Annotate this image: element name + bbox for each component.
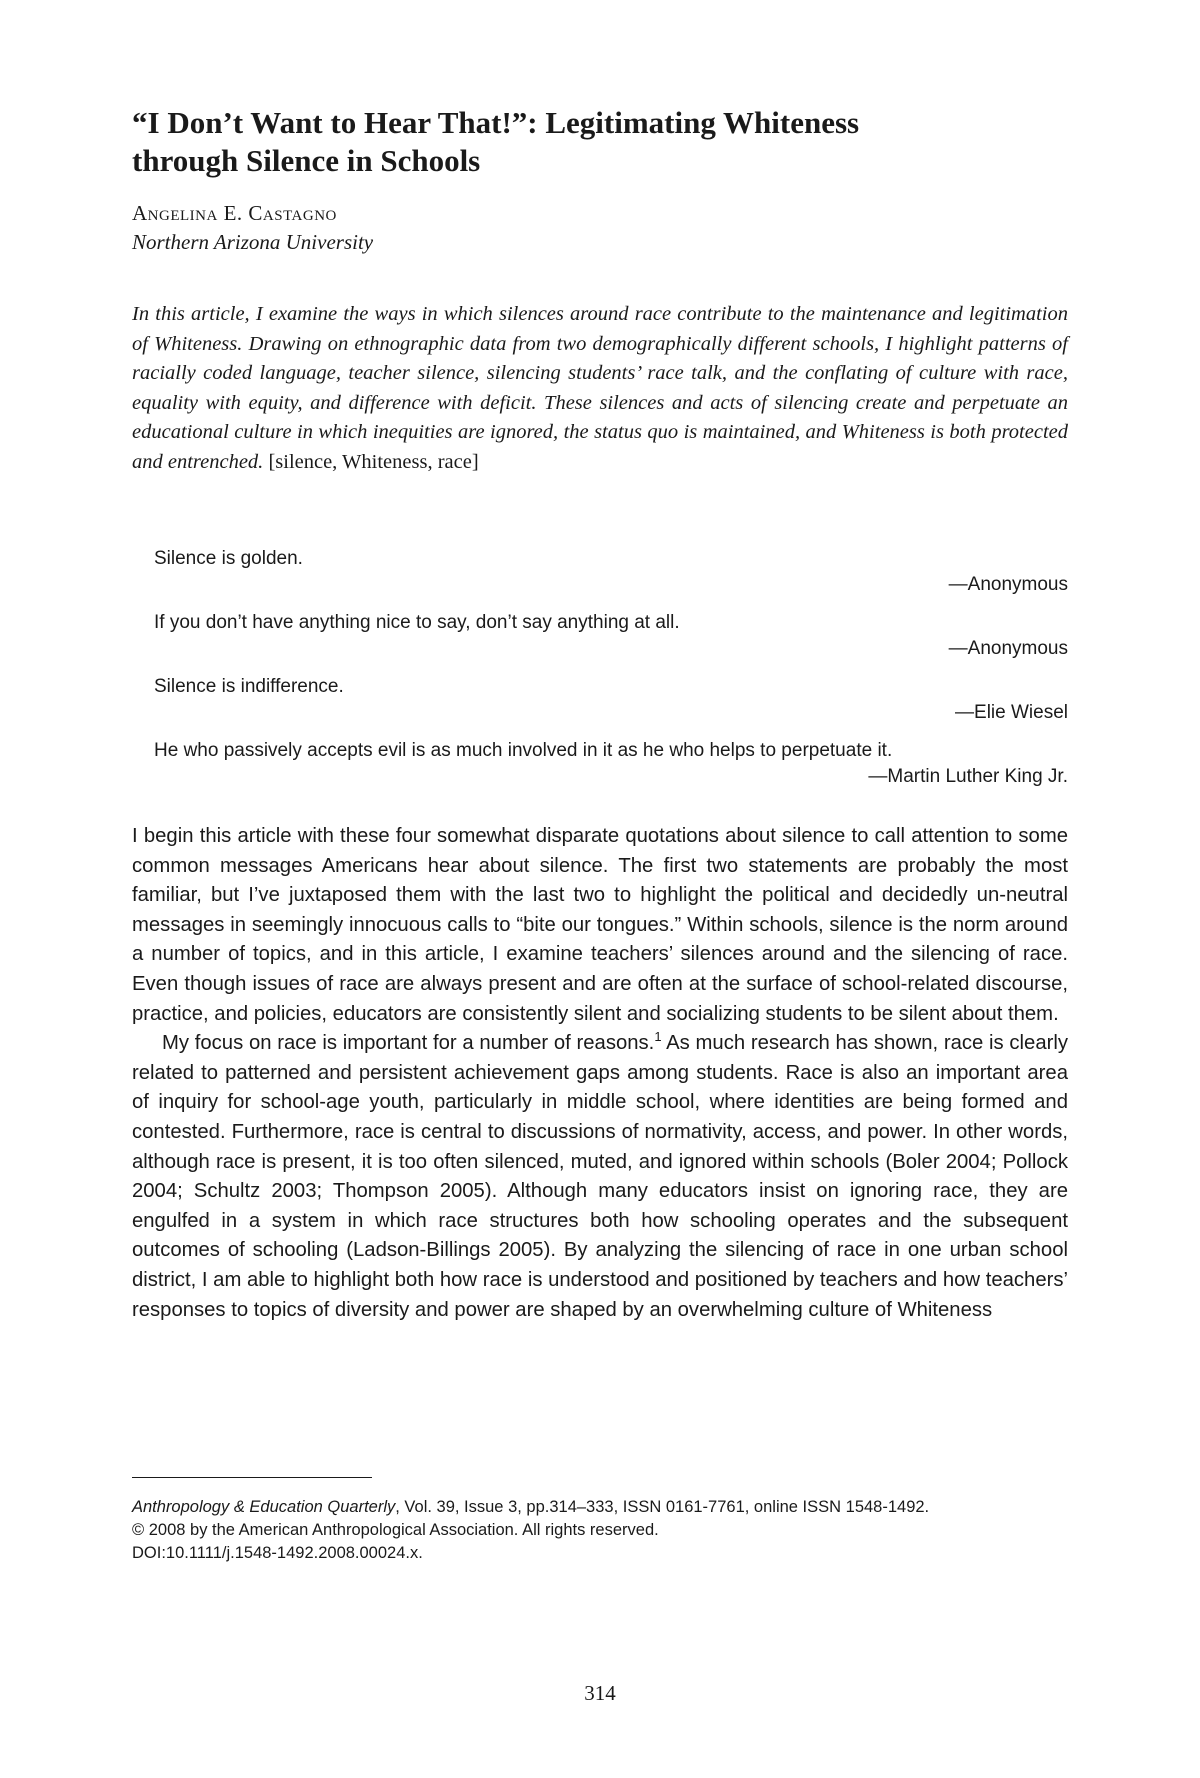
abstract-text: In this article, I examine the ways in which silences around race contribute to the maintenance and legitimation of Whiteness. Drawing on ethnographic data from two demographically different schools, I highlight patterns of racially coded language, teacher silence, silencing students’ race talk, and the conflating of culture with race, equality with equity, and difference with deficit. These silences and acts of silencing create and perpetuate an educational culture in which inequities are ignored, the status quo is maintained, and Whiteness is both protected and entrenched. (132, 303, 1068, 473)
footnote-reference[interactable]: 1 (654, 1029, 662, 1045)
article-title (132, 104, 1068, 180)
body-paragraph-1: I begin this article with these four somewhat disparate quotations about silence to call attention to some common messages Americans hear about silence. The first two statements are probably the most familiar, but I’ve juxtaposed them with the last two to highlight the political and decidedly un-neutral messages in seemingly innocuous calls to “bite our tongues.” Within schools, silence is the norm around a number of topics, and in this article, I examine teachers’ silences around and the silencing of race. Even though issues of race are always present and are often at the surface of school-related discourse, practice, and policies, educators are consistently silent and socializing students to be silent about them. (132, 825, 1068, 1025)
epigraph (154, 674, 1068, 726)
footnote-divider (132, 1477, 372, 1478)
article-title-line-2: through Silence in Schools (132, 143, 481, 178)
copyright-line: © 2008 by the American Anthropological Association. All rights reserved. (132, 1521, 659, 1539)
body-text (132, 822, 1068, 1325)
epigraph-quote: He who passively accepts evil is as much involved in it as he who helps to perpetuate it. (154, 740, 893, 761)
journal-name: Anthropology & Education Quarterly (132, 1498, 396, 1516)
epigraphs (154, 546, 1068, 790)
citation-line (132, 1496, 1068, 1519)
body-paragraph-2 (132, 1029, 1068, 1325)
body-paragraph-2-rest: As much research has shown, race is clearly related to patterned and persistent achievement gaps among students. Race is also an important area of inquiry for school-age youth, particularly in middle school, where identities are being formed and contested. Furthermore, race is central to discussions of normativity, access, and power. In other words, although race is present, it is too often silenced, muted, and ignored within schools (Boler 2004; Pollock 2004; Schultz 2003; Thompson 2005). Although many educators insist on ignoring race, they are engulfed in a system in which race structures both how schooling operates and the subsequent outcomes of schooling (Ladson-Billings 2005). By analyzing the silencing of race in one urban school district, I am able to highlight both how race is understood and positioned by teachers and how teachers’ responses to topics of diversity and power are shaped by an overwhelming culture of Whiteness (132, 1032, 1068, 1321)
abstract-keywords: [silence, Whiteness, race] (268, 450, 479, 473)
doi-line[interactable]: DOI:10.1111/j.1548-1492.2008.00024.x. (132, 1544, 423, 1562)
epigraph-quote: Silence is golden. (154, 548, 303, 569)
page-number: 314 (584, 1681, 616, 1705)
epigraph-attribution: —Elie Wiesel (955, 702, 1068, 723)
epigraph-attribution: —Anonymous (948, 574, 1068, 595)
epigraph-attribution: —Anonymous (948, 638, 1068, 659)
citation-details: , Vol. 39, Issue 3, pp.314–333, ISSN 0161-7761, online ISSN 1548-1492. (395, 1498, 930, 1516)
epigraph-attribution: —Martin Luther King Jr. (868, 766, 1068, 787)
author-affiliation: Northern Arizona University (132, 230, 374, 254)
article-title-line-1: “I Don’t Want to Hear That!”: Legitimating Whiteness (132, 105, 860, 140)
epigraph (154, 738, 1068, 790)
body-paragraph-2-start: My focus on race is important for a number of reasons. (162, 1032, 655, 1055)
epigraph-quote: If you don’t have anything nice to say, don’t say anything at all. (154, 612, 680, 633)
epigraph (154, 546, 1068, 598)
abstract (132, 300, 1068, 477)
citation-footer (132, 1496, 1068, 1565)
epigraph-quote: Silence is indifference. (154, 676, 344, 697)
epigraph (154, 610, 1068, 662)
author-name: Angelina E. Castagno (132, 201, 337, 225)
